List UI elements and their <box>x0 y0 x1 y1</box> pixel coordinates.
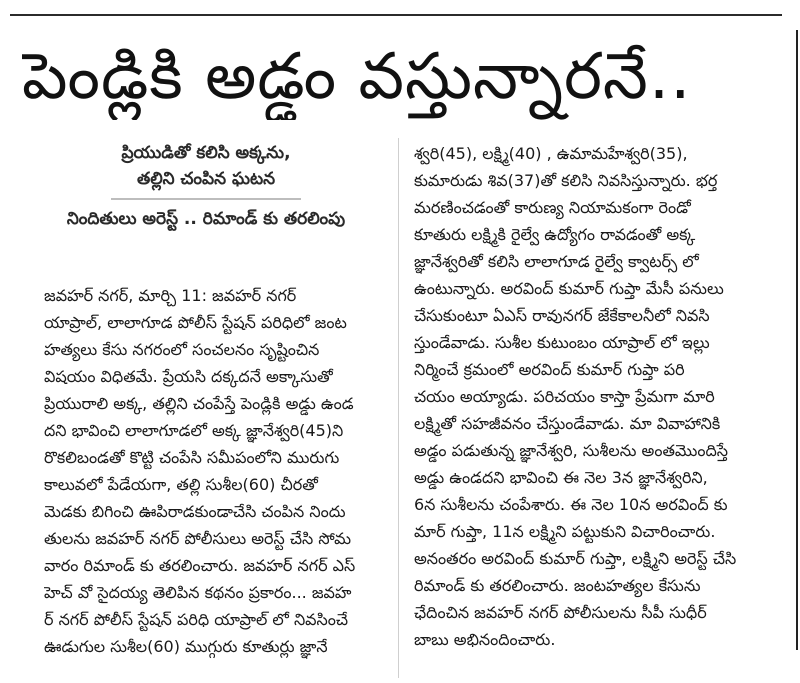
left-line-5: ప్రియురాలి అక్క, తల్లిని చంపేస్తే పెండ్లికి అడ్డు ఉండ <box>44 394 354 413</box>
left-line-3: హత్యలు కేసు నగరంలో సంచలనం సృష్టించిన <box>44 340 320 359</box>
left-line-13: ర్ నగర్ పోలీస్ స్టేషన్ పరిధి యాప్రాల్ లో నివసించే <box>44 610 349 629</box>
right-edge-rule <box>796 30 798 650</box>
right-line-15: మార్ గుప్తా, 11న లక్ష్మిని పట్టుకుని విచారించారు. <box>414 522 716 541</box>
right-line-4: కూతురు లక్ష్మికి రైల్వే ఉద్యోగం రావడంతో అక్క <box>414 225 696 244</box>
left-line-1: జవహర్ నగర్, మార్చి 11: జవహర్ నగర్ <box>44 286 297 305</box>
left-line-6: దని భావించి లాలాగూడలో అక్క జ్ఞానేశ్వరి(45)ని <box>44 421 344 440</box>
right-line-14: 6న సుశీలను చంపేశారు. ఈ నెల 10న అరవింద్ కు <box>414 495 728 514</box>
headline: పెండ్లికి అడ్డం వస్తున్నారనే.. <box>22 40 692 114</box>
left-line-12: హెచ్ వో సైదయ్య తెలిపిన కథనం ప్రకారం... జవహ <box>44 583 352 602</box>
subheading-divider <box>111 198 301 200</box>
subheading-3: నిందితులు అరెస్ట్ .. రిమాండ్ కు తరలింపు <box>66 209 346 229</box>
right-line-11: లక్ష్మితో సహజీవనం చేస్తుండేవాడు. మా వివాహానికి <box>414 414 721 433</box>
right-line-5: జ్ఞానేశ్వరితో కలిసి లాలాగూడ రైల్వే క్వాటర్స్ లో <box>414 252 699 271</box>
right-line-2: కుమారుడు శివ(37)తో కలిసి నివసిస్తున్నారు. భర్త <box>414 171 718 190</box>
right-line-1: శ్వరి(45), లక్ష్మి(40) , ఉమామహేశ్వరి(35), <box>414 144 688 163</box>
right-line-8: స్తుండేవాడు. సుశీల కుటుంబం యాప్రాల్ లో ఇల్లు <box>414 333 710 352</box>
right-line-12: అడ్డం పడుతున్న జ్ఞానేశ్వరి, సుశీలను అంతమొందిస్తే <box>414 441 729 460</box>
left-line-11: వారం రిమాండ్ కు తరలించారు. జవహర్ నగర్ ఎస్ <box>44 556 356 575</box>
article-column-left <box>44 282 384 660</box>
right-line-16: అనంతరం అరవింద్ కుమార్ గుప్తా, లక్ష్మిని అరెస్ట్ చేసి <box>414 549 737 568</box>
right-line-7: చేసుకుంటూ ఏఎస్ రావునగర్ జేకేకాలనీలో నివసి <box>414 306 710 325</box>
left-line-9: మెడకు బిగించి ఊపిరాడకుండాచేసి చంపిన నిందు <box>44 502 346 521</box>
right-line-9: నిర్మించే క్రమంలో అరవింద్ కుమార్ గుప్తా పరి <box>414 360 685 379</box>
top-rule <box>10 14 782 16</box>
right-line-18: ఛేదించిన జవహర్ నగర్ పోలీసులను సీపీ సుధీర్ <box>414 603 707 622</box>
right-line-13: అడ్డు ఉండదని భావించి ఈ నెల 3న జ్ఞానేశ్వరిని, <box>414 468 708 487</box>
left-line-7: రొకలిబండతో కొట్టి చంపేసి సమీపంలోని మురుగు <box>44 448 340 467</box>
left-line-4: విషయం విధితమే. ప్రేయసి దక్కదనే అక్కాసుతో <box>44 367 333 386</box>
left-line-14: ఊడుగుల సుశీల(60) ముగ్గురు కూతుర్లు జ్ఞానే <box>44 637 328 656</box>
right-line-10: చయం అయ్యాడు. పరిచయం కాస్తా ప్రేమగా మారి <box>414 387 715 406</box>
column-divider <box>398 138 399 678</box>
left-line-8: కాలువలో పేడేయగా, తల్లి సుశీల(60) చీరతో <box>44 475 318 494</box>
subheading-2: తల్లిని చంపిన ఘటన <box>136 169 276 189</box>
right-line-17: రిమాండ్ కు తరలించారు. జంటహత్యల కేసును <box>414 576 701 595</box>
article-column-right <box>414 140 776 653</box>
right-line-6: ఉంటున్నారు. అరవింద్ కుమార్ గుప్తా మేసీ పనులు <box>414 279 724 298</box>
right-line-3: మరణించడంతో కారుణ్య నియామకంగా రెండో <box>414 198 691 217</box>
subheading-1: ప్రియుడితో కలిసి అక్కను, <box>121 143 291 163</box>
left-line-10: తులను జవహర్ నగర్ పోలీసులు అరెస్ట్ చేసి సోమ <box>44 529 352 548</box>
right-line-19: బాబు అభినందించారు. <box>414 630 556 649</box>
subheadings <box>18 140 394 232</box>
left-line-2: యాప్రాల్, లాలాగూడ పోలీస్ స్టేషన్ పరిధిలో జంట <box>44 313 347 332</box>
